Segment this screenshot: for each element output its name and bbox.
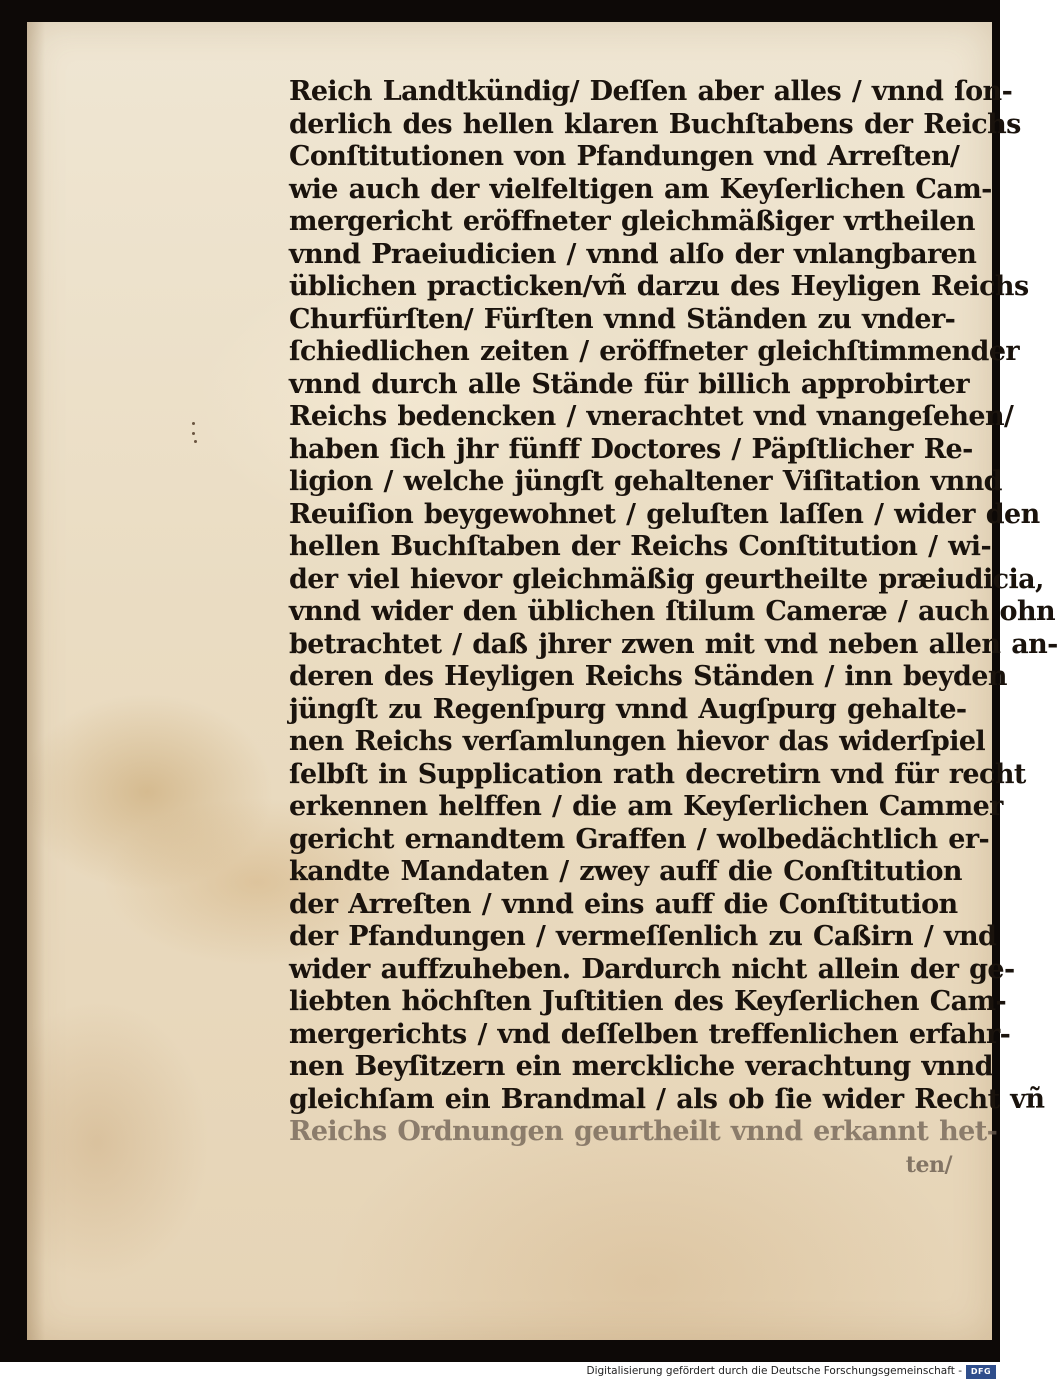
text-line: Reuiſion beygewohnet / geluſten laſſen / wider den [289,498,1040,530]
margin-mark [192,422,195,425]
text-line: wie auch der vielfeltigen am Keyſerlichen Cam- [289,173,992,205]
text-line: Churfürſten/ Fürſten vnnd Ständen zu vnder- [289,303,956,335]
body-text [289,76,1058,1149]
text-line: haben ſich jhr fünff Doctores / Päpſtlicher Re- [289,433,973,465]
dfg-logo-icon: DFG [966,1365,996,1379]
footer-credit: Digitalisierung gefördert durch die Deutsche Forschungsgemeinschaft - [586,1365,962,1377]
text-line: ſelbſt in Supplication rath decretirn vnd für recht [289,758,1026,790]
text-line: vnnd Praeiudicien / vnnd alſo der vnlangbaren [289,238,977,270]
text-line: deren des Heyligen Reichs Ständen / inn beyden [289,661,1007,692]
text-line: jüngſt zu Regenſpurg vnnd Augſpurg gehalte- [289,693,967,725]
text-line: kandte Mandaten / zwey auff die Conſtitution [289,856,962,887]
text-line: vnnd wider den üblichen ſtilum Cameræ / auch ohn [289,596,1056,627]
text-line: ligion / welche jüngſt gehaltener Viſitation vnnd [289,466,1002,497]
text-line: nen Beyſitzern ein merckliche verachtung vnnd [289,1051,993,1082]
text-line: mergericht eröffneter gleichmäßiger vrtheilen [289,206,975,237]
text-line: betrachtet / daß jhrer zwen mit vnd neben allen an- [289,628,1058,660]
footer-bar [0,1362,1000,1383]
text-line: der Arreſten / vnnd eins auff die Conſtitution [289,888,958,920]
text-line: wider auffzuheben. Dardurch nicht allein der ge- [289,953,1015,985]
text-line: der viel hievor gleichmäßig geurtheilte præiudicia, [289,563,1044,595]
text-line: erkennen helffen / die am Keyſerlichen Cammer [289,791,1003,822]
text-line: nen Reichs verſamlungen hievor das widerſpiel [289,726,986,757]
book-page [27,22,1058,1340]
catchword: ten/ [905,1152,952,1178]
text-line: Reichs bedencken / vnerachtet vnd vnangeſehen/ [289,401,1014,432]
text-line: hellen Buchſtaben der Reichs Conſtitution / wi- [289,531,992,562]
text-line: gericht ernandtem Graffen / wolbedächtlich er- [289,823,990,855]
text-line: Reich Landtkündig/ Deſſen aber alles / vnnd ſon- [289,76,1013,107]
margin-mark [192,432,195,435]
text-line: vnnd durch alle Stände für billich approbirter [289,368,969,400]
text-line: ſchiedlichen zeiten / eröffneter gleichſtimmender [289,336,1020,367]
text-line: liebten höchſten Juſtitien des Keyſerlichen Cam- [289,986,1007,1017]
text-line: der Pfandungen / vermeſſenlich zu Caßirn / vnd [289,921,997,952]
text-line: üblichen practicken/vñ darzu des Heyligen Reichs [289,271,1029,302]
margin-mark [194,440,197,443]
text-line-faint: Reichs Ordnungen geurtheilt vnnd erkannt het- [289,1116,998,1147]
text-line: mergerichts / vnd deſſelben treffenlichen erfahr- [289,1018,1011,1050]
text-line: Conſtitutionen von Pfandungen vnd Arreſten/ [289,141,960,172]
text-line: derlich des hellen klaren Buchſtabens der Reichs [289,108,1021,140]
text-line: gleichſam ein Brandmal / als ob ſie wider Recht vñ [289,1083,1045,1115]
